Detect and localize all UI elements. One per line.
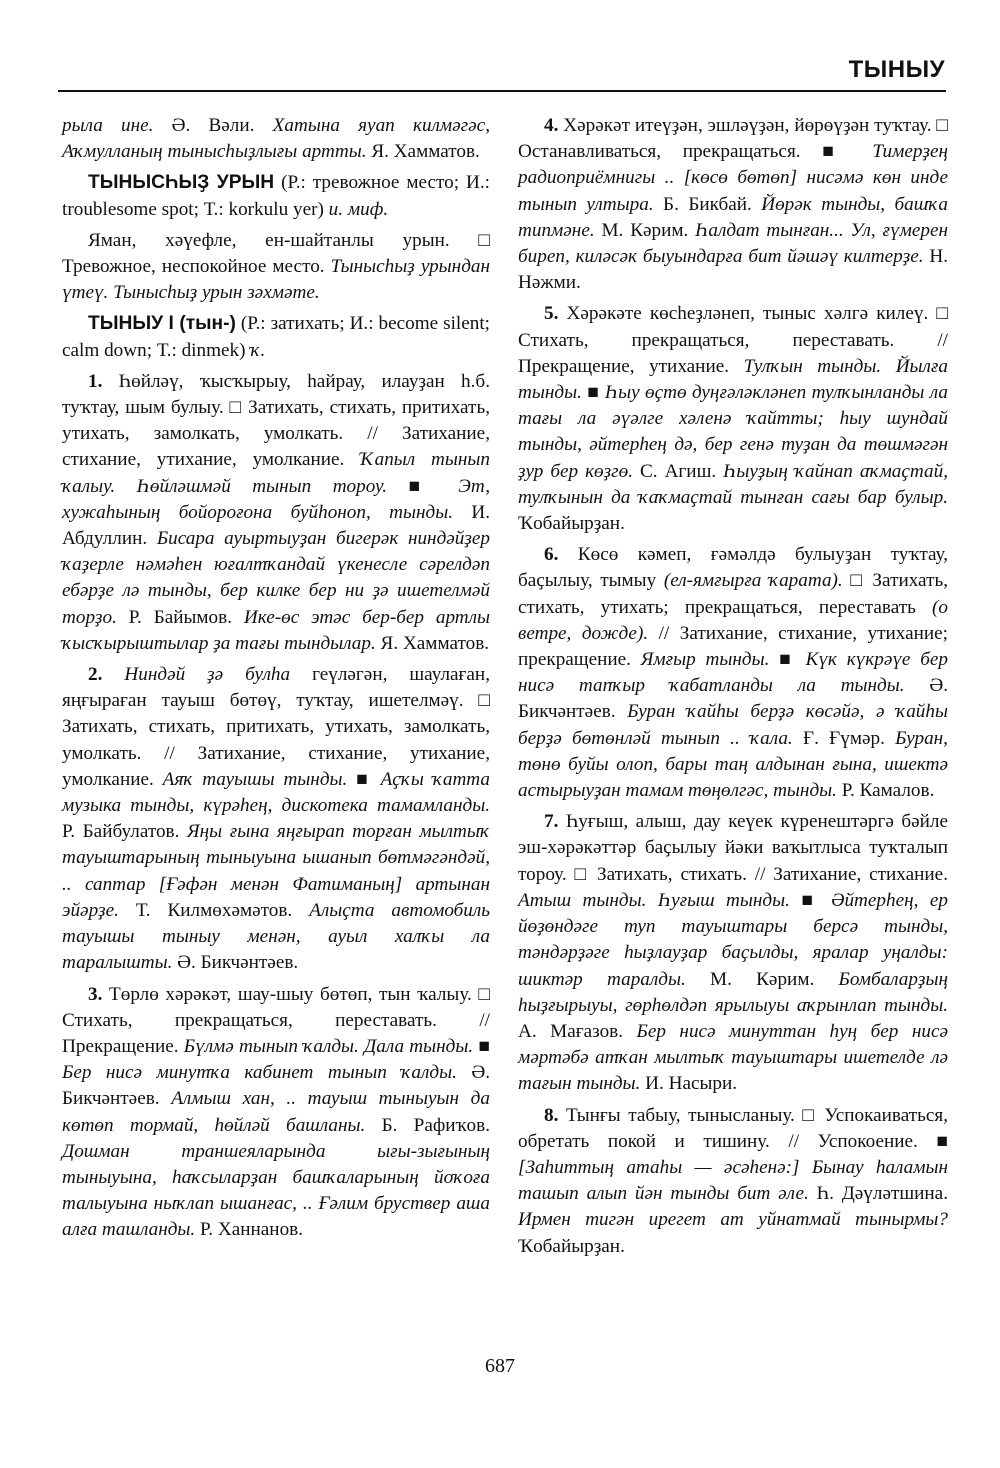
- text-run: Буран, төнө буйы олоп, бары таң алдынан ғына, ишектә астырыуҙан тамам төңөлгәс, тынды.: [518, 727, 948, 802]
- text-run: Һалдат тынған... Ул, ғүмерен биреп, киләсәк быуындарға бит йәшәү килтерҙе.: [518, 219, 948, 268]
- text-run: ■: [581, 382, 605, 404]
- text-run: 2.: [88, 664, 103, 686]
- text-run: Ҡапыл тынып ҡалыу. Һөйләшмәй тынып тороу.: [62, 449, 490, 497]
- text-run: М. Кәрим.: [685, 968, 839, 990]
- text-run: Б. Бикбай.: [653, 193, 762, 215]
- text-run: Аяҡ тауышы тынды.: [162, 768, 348, 790]
- text-run: Ирмен тигән ирегет ат уйнатмай тынырмы?: [518, 1209, 948, 1231]
- text-run: □ Затихать, стихать, утихать; прекращаться, переставать: [518, 570, 949, 618]
- text-run: Бүлмә тынып ҡалды. Дала тынды.: [183, 1035, 474, 1057]
- text-run: ■: [473, 1035, 490, 1057]
- text-run: ■: [789, 889, 832, 911]
- text-run: Я. Хамматов.: [366, 141, 480, 163]
- text-run: Ниндәй ҙә булһа: [124, 664, 291, 686]
- text-run: 5.: [544, 303, 559, 325]
- text-run: 8.: [544, 1104, 559, 1126]
- text-run: Һыу өҫтө дуңғәләкләнеп тулҡынланды ла тағы ла әүәлге хәленә ҡайтты; һыу шундай тынды, әйтерһең дә, бер генә туҙан да төшмәгән ҙур бер көҙгө.: [518, 382, 948, 482]
- text-run: Б. Рафиҡов.: [365, 1114, 491, 1136]
- text-run: Р. Байымов.: [116, 606, 244, 628]
- text-run: Т. Килмөхәмәтов.: [118, 899, 310, 921]
- text-run: Р. Ханнанов.: [195, 1219, 304, 1241]
- text-run: и. миф.: [328, 198, 389, 220]
- text-run: И. Насыри.: [640, 1073, 738, 1095]
- text-run: Йөрәк тынды, башҡа типмәне.: [518, 193, 948, 241]
- text-run: [102, 664, 124, 685]
- text-run: Әйтерһең, ер йөҙөндәге туп тауыштары берсә тынды, тәндәрҙәге һыҙлауҙар баҫылды, яралар уңалды: шиктәр таралды.: [518, 889, 949, 990]
- text-run: геүләгән, шаулаған, яңғыраған тауыш бөтөү, туҡтау, ишетелмәү. □ Затихать, стихать, притихать, утихать, замолкать, умолкать. // Затихание, стихание, утихание, умолкание.: [62, 664, 490, 790]
- text-run: Р. Байбулатов.: [62, 821, 188, 843]
- text-run: Һуғыш, алыш, дау кеүек күренештәргә бәйле эш-хәрәкәттәр баҫылыу йәки ваҡытлыса туҡталып тороу. □ Затихать, стихать. // Затихание, стихание.: [518, 811, 948, 885]
- text-run: Күк күкрәүе бер нисә тапҡыр ҡабатланды ла тынды.: [518, 649, 949, 697]
- page-number: 687: [485, 1355, 515, 1377]
- text-run: ТЫНЫСҺЫҘ УРЫН: [88, 172, 275, 194]
- text-run: Эт, хужаһының бойороғона буйһоноп, тынды.: [62, 475, 490, 523]
- text-run: Алыҫта автомобиль тауышы тыныу менән, ауыл халҡы ла таралышты.: [62, 899, 491, 974]
- text-run: Н. Нәжми.: [518, 246, 948, 294]
- text-run: Ә. Вәли.: [153, 115, 273, 136]
- text-run: Тулҡын тынды. Йылға тынды.: [518, 355, 948, 404]
- text-run: Яман, хәүефле, ен-шайтанлы урын. □ Тревожное, неспокойное место.: [62, 229, 490, 278]
- text-run: Хәрәкәт итеүҙән, эшләүҙән, йөрөүҙән туҡтау. □ Останавливаться, прекращаться. ■: [518, 115, 948, 163]
- entry-tynyshyz-uryn: [62, 170, 490, 222]
- sense-2: [62, 662, 490, 976]
- entry-tynyu-1: [62, 311, 490, 363]
- sense-4: [518, 113, 948, 296]
- header-rule: [58, 90, 946, 92]
- text-run: Бомбаларҙың һыҙғырыуы, гөрһөлдәп ярылыуы аҡрынлап тынды.: [518, 968, 948, 1016]
- text-run: Ҡобайырҙан.: [518, 1235, 625, 1257]
- sense-5: [518, 301, 948, 537]
- text-run: 1.: [88, 370, 103, 392]
- text-run: Яңы ғына яңғырап торған мылтыҡ тауыштарының тыныуына ышанып бөтмәгәндәй, .. саптар [Ғәфән менән Фатиманың] артынан эйәрҙе.: [62, 821, 490, 921]
- text-run: Бер нисә минутҡа кабинет тынып ҡалды.: [62, 1062, 457, 1084]
- text-run: Тынысһыҙ урындан үтеү. Тынысһыҙ урын зәхмәте.: [62, 256, 491, 304]
- sense-8: [518, 1103, 948, 1260]
- text-run: Буран ҡайһы берҙә көсәйә, ә ҡайһы берҙә бөтөнләй тынып .. ҡала.: [518, 701, 948, 749]
- text-run: (о ветре, дожде).: [518, 596, 948, 644]
- text-run: Тынғы табыу, тынысланыу. □ Успокаиваться, обретать покой и тишину. // Успокоение. ■: [518, 1104, 948, 1152]
- text-run: 3.: [88, 983, 103, 1005]
- text-run: А. Мағазов.: [518, 1020, 637, 1042]
- text-run: Ике-өс этәс бер-бер артлы ҡысҡырыштылар ҙа тағы тындылар.: [62, 606, 490, 654]
- text-run: ■: [387, 475, 459, 497]
- text-run: // Затихание, стихание, утихание; прекращение.: [518, 622, 948, 671]
- text-run: М. Кәрим.: [594, 219, 696, 241]
- text-run: Хатына яуап килмәгәс, Аҡмулланың тынысһыҙлығы артты.: [62, 115, 490, 163]
- text-run: ■: [769, 649, 806, 671]
- text-run: Ғ. Ғүмәр.: [792, 727, 896, 749]
- text-run: 6.: [544, 544, 559, 566]
- text-run: Бер нисә минуттан һуң бер нисә мәртәбә атҡан мылтыҡ тауыштары ишетелде лә тағын тынды.: [518, 1020, 948, 1095]
- text-run: Ҡобайырҙан.: [518, 513, 625, 535]
- text-run: Ә. Бикчәнтәев.: [62, 1062, 490, 1110]
- text-run: Дошман траншеяларында ығы-зығының тыныуына, һаҡсыларҙан башҡаларының йоҡоға талыуына ныҡлап ышанғас, .. Ғәлим бруствер аша алға ташланды.: [62, 1140, 490, 1241]
- sense-7: [518, 809, 948, 1097]
- text-run: Бисара ауыртыуҙан бигерәк ниндәйҙер ҡаҙерле нәмәһен юғалтҡандай үкенесле сәрелдәп ебәрҙе лә тынды, бер килке бер ни ҙә ишетелмәй торҙо.: [62, 528, 490, 628]
- text-run: 7.: [544, 811, 559, 833]
- sense-1: [62, 369, 490, 657]
- sense-6: [518, 542, 948, 804]
- text-run: Һөйләү, ҡысҡырыу, һайрау, илауҙан һ.б. туҡтау, шым булыу. □ Затихать, стихать, притихать, утихать, замолкать, умолкать. // Затихание, стихание, утихание, умолкание.: [62, 370, 490, 471]
- text-run: [Заһиттың атаһы — әсәһенә:] Бынау һаламын ташып алып йән тынды бит әле.: [518, 1156, 948, 1205]
- text-run: (ел-ямғырға ҡарата).: [663, 570, 843, 592]
- running-head: ТЫНЫУ: [848, 56, 945, 83]
- text-run: Атыш тынды. Һуғыш тынды.: [518, 889, 790, 911]
- text-run: Һыуҙың ҡайнап аҡмаҫтай, тулҡынын да ҡаҡмаҫтай тынған сағы бар булыр.: [518, 460, 948, 508]
- text-run: Ә. Бикчәнтәев.: [172, 952, 299, 974]
- text-run: Я. Хамматов.: [375, 632, 490, 654]
- text-run: Ә. Бикчәнтәев.: [518, 675, 949, 723]
- left-column: [62, 113, 490, 1249]
- text-run: Ямғыр тынды.: [640, 649, 770, 671]
- text-run: Төрлө хәрәкәт, шау-шыу бөтөп, тын ҡалыу. □ Стихать, прекращаться, переставать. // Прекращение.: [62, 983, 490, 1057]
- text-run: С. Агиш.: [633, 460, 724, 482]
- text-run: Һ. Дәүләтшина.: [808, 1183, 948, 1205]
- text-run: Хәрәкәте көсһеҙләнеп, тыныс хәлгә килеү. □ Стихать, прекращаться, переставать. // Прекращение, утихание.: [518, 303, 948, 377]
- text-run: Аҫҡы ҡатта музыка тынды, күрәһең, дискотека тамамланды.: [62, 768, 490, 817]
- text-run: Тимерҙең радиоприёмнигы .. [көсө бөтөп] нисәмә көн инде тынып ултыра.: [518, 141, 948, 215]
- text-run: Алмыш хан, .. тауыш тыныуын да көтөп тормай, һөйләй башланы.: [62, 1088, 490, 1136]
- text-run: рыла ине.: [62, 115, 154, 136]
- text-run: ■: [347, 768, 381, 790]
- entry-tynyshyz-uryn-definition: [62, 228, 490, 307]
- text-run: ҡ.: [250, 339, 266, 361]
- text-run: (Р.: тревожное место; И.: troublesome spot; Т.: korkulu yer): [62, 172, 490, 220]
- text-run: Көсө кәмеп, ғәмәлдә булыуҙан туҡтау, баҫылыу, тымыу: [518, 544, 948, 592]
- text-run: И. Абдуллин.: [62, 501, 490, 550]
- text-run: (Р.: затихать; И.: become silent; calm down; Т.: dinmek): [62, 313, 490, 361]
- right-column: [518, 113, 948, 1265]
- sense-3: [62, 982, 490, 1244]
- text-run: ТЫНЫУ I (тын-): [88, 313, 236, 335]
- entry-continuation: [62, 113, 490, 165]
- text-run: Р. Камалов.: [836, 780, 935, 802]
- text-run: 4.: [544, 115, 559, 136]
